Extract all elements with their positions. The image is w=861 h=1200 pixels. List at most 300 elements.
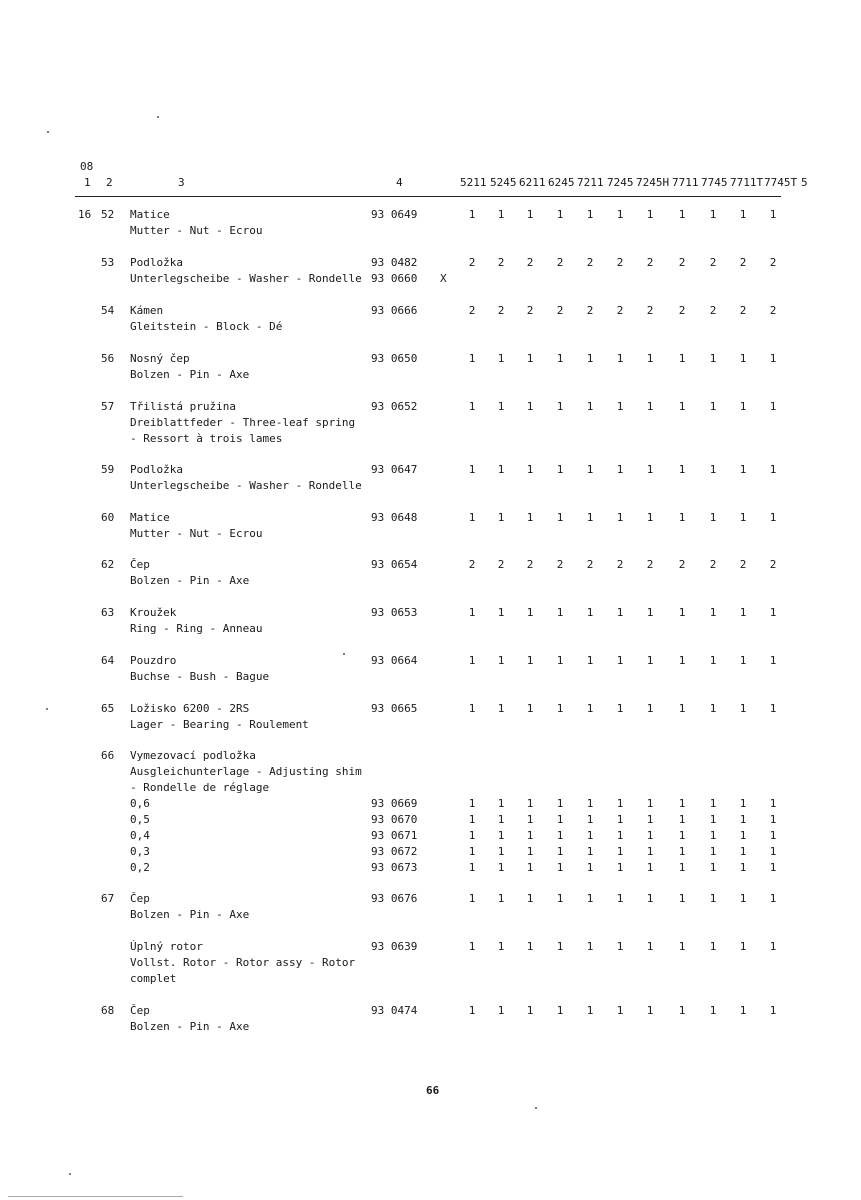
- scan-speck: [157, 116, 159, 118]
- quantity-cell: 2: [739, 304, 747, 317]
- quantity-cell: 1: [678, 845, 686, 858]
- quantity-cell: 1: [678, 1004, 686, 1017]
- quantity-cell: 1: [556, 400, 564, 413]
- quantity-cell: 1: [739, 813, 747, 826]
- quantity-cell: 1: [646, 511, 654, 524]
- part-name: Kroužek: [130, 606, 177, 619]
- quantity-cell: 1: [556, 208, 564, 221]
- quantity-cell: 1: [709, 352, 717, 365]
- quantity-cell: 1: [468, 702, 476, 715]
- part-number: 93 0665: [371, 702, 418, 715]
- quantity-cell: 1: [646, 940, 654, 953]
- quantity-cell: 1: [556, 511, 564, 524]
- quantity-cell: 1: [678, 606, 686, 619]
- scan-speck: [535, 1107, 537, 1109]
- quantity-cell: 2: [526, 558, 534, 571]
- part-description: Ausgleichunterlage - Adjusting shim: [130, 765, 362, 778]
- part-number: 93 0669: [371, 797, 418, 810]
- quantity-cell: 1: [739, 845, 747, 858]
- part-number: 93 0664: [371, 654, 418, 667]
- quantity-cell: 1: [526, 463, 534, 476]
- quantity-cell: 1: [709, 702, 717, 715]
- group-number: 16: [78, 208, 92, 221]
- quantity-cell: 1: [468, 1004, 476, 1017]
- quantity-cell: 1: [769, 813, 777, 826]
- part-number: 93 0676: [371, 892, 418, 905]
- quantity-cell: 2: [556, 304, 564, 317]
- model-header-7211: 7211: [577, 176, 604, 189]
- part-description: Ring - Ring - Anneau: [130, 622, 263, 635]
- part-description: Bolzen - Pin - Axe: [130, 368, 250, 381]
- quantity-cell: 1: [526, 829, 534, 842]
- quantity-cell: 1: [709, 1004, 717, 1017]
- quantity-cell: 1: [526, 1004, 534, 1017]
- model-header-6211: 6211: [519, 176, 546, 189]
- quantity-cell: 1: [468, 208, 476, 221]
- quantity-cell: 1: [646, 797, 654, 810]
- quantity-cell: 1: [769, 702, 777, 715]
- quantity-cell: 1: [586, 352, 594, 365]
- quantity-cell: 1: [646, 606, 654, 619]
- column-header-3: 3: [178, 176, 185, 189]
- quantity-cell: 2: [497, 304, 505, 317]
- quantity-cell: 2: [556, 256, 564, 269]
- quantity-cell: 2: [468, 256, 476, 269]
- part-name: Kámen: [130, 304, 164, 317]
- model-header-7245: 7245: [607, 176, 634, 189]
- part-description: Mutter - Nut - Ecrou: [130, 224, 263, 237]
- variant-size: 0,6: [130, 797, 150, 810]
- quantity-cell: 1: [556, 845, 564, 858]
- quantity-cell: 1: [586, 654, 594, 667]
- position-number: 68: [101, 1004, 115, 1017]
- quantity-cell: 1: [586, 400, 594, 413]
- quantity-cell: 1: [678, 208, 686, 221]
- quantity-cell: 2: [709, 304, 717, 317]
- model-header-5211: 5211: [460, 176, 487, 189]
- quantity-cell: 1: [526, 797, 534, 810]
- quantity-cell: 1: [468, 829, 476, 842]
- part-name: Úplný rotor: [130, 940, 203, 953]
- quantity-cell: 1: [678, 511, 686, 524]
- quantity-cell: 1: [497, 654, 505, 667]
- part-name: Čep: [130, 558, 150, 571]
- position-number: 63: [101, 606, 115, 619]
- quantity-cell: 1: [769, 940, 777, 953]
- part-number: 93 0672: [371, 845, 418, 858]
- quantity-cell: 1: [678, 463, 686, 476]
- quantity-cell: 2: [586, 256, 594, 269]
- scan-speck: [343, 653, 345, 655]
- quantity-cell: 1: [646, 813, 654, 826]
- quantity-cell: 1: [769, 511, 777, 524]
- quantity-cell: 1: [709, 813, 717, 826]
- quantity-cell: 1: [739, 702, 747, 715]
- part-description: - Rondelle de réglage: [130, 781, 270, 794]
- quantity-cell: 1: [526, 511, 534, 524]
- quantity-cell: 1: [586, 702, 594, 715]
- position-number: 65: [101, 702, 115, 715]
- part-description: complet: [130, 972, 177, 985]
- model-header-6245: 6245: [548, 176, 575, 189]
- quantity-cell: 1: [586, 845, 594, 858]
- quantity-cell: 1: [678, 797, 686, 810]
- position-number: 67: [101, 892, 115, 905]
- quantity-cell: 1: [468, 654, 476, 667]
- quantity-cell: 1: [739, 1004, 747, 1017]
- quantity-cell: 1: [646, 892, 654, 905]
- quantity-cell: 2: [678, 558, 686, 571]
- quantity-cell: 2: [709, 256, 717, 269]
- quantity-cell: 2: [739, 558, 747, 571]
- quantity-cell: 1: [616, 813, 624, 826]
- position-number: 59: [101, 463, 115, 476]
- variant-size: 0,3: [130, 845, 150, 858]
- part-name: Matice: [130, 208, 170, 221]
- quantity-cell: 1: [769, 208, 777, 221]
- position-number: 54: [101, 304, 115, 317]
- quantity-cell: 2: [526, 256, 534, 269]
- quantity-cell: 1: [616, 511, 624, 524]
- quantity-cell: 1: [497, 400, 505, 413]
- quantity-cell: 1: [468, 861, 476, 874]
- part-number: 93 0660: [371, 272, 418, 285]
- quantity-cell: 1: [646, 845, 654, 858]
- quantity-cell: 1: [497, 208, 505, 221]
- part-description: Gleitstein - Block - Dé: [130, 320, 283, 333]
- quantity-cell: 1: [468, 463, 476, 476]
- quantity-cell: 1: [586, 1004, 594, 1017]
- part-description: Unterlegscheibe - Washer - Rondelle: [130, 272, 362, 285]
- quantity-cell: 1: [769, 606, 777, 619]
- position-number: 66: [101, 749, 115, 762]
- quantity-cell: 1: [739, 861, 747, 874]
- column-header-5: 5: [801, 176, 808, 189]
- quantity-cell: 1: [586, 208, 594, 221]
- quantity-cell: 1: [739, 463, 747, 476]
- quantity-cell: 2: [769, 256, 777, 269]
- quantity-cell: 1: [556, 606, 564, 619]
- part-description: - Ressort à trois lames: [130, 432, 283, 445]
- quantity-cell: 1: [769, 861, 777, 874]
- quantity-cell: 1: [678, 654, 686, 667]
- quantity-cell: 2: [497, 558, 505, 571]
- quantity-cell: 1: [739, 606, 747, 619]
- quantity-cell: 1: [586, 797, 594, 810]
- quantity-cell: 1: [646, 400, 654, 413]
- quantity-cell: 1: [526, 892, 534, 905]
- quantity-cell: 1: [586, 861, 594, 874]
- quantity-cell: 1: [769, 1004, 777, 1017]
- variant-size: 0,4: [130, 829, 150, 842]
- quantity-cell: 1: [769, 845, 777, 858]
- quantity-cell: 1: [556, 829, 564, 842]
- part-description: Bolzen - Pin - Axe: [130, 1020, 250, 1033]
- quantity-cell: 1: [468, 511, 476, 524]
- quantity-cell: 1: [468, 400, 476, 413]
- quantity-cell: 1: [739, 892, 747, 905]
- model-header-7711: 7711: [672, 176, 699, 189]
- quantity-cell: 1: [678, 352, 686, 365]
- position-number: 64: [101, 654, 115, 667]
- column-header-1: 1: [84, 176, 91, 189]
- quantity-cell: 1: [739, 797, 747, 810]
- quantity-cell: 1: [616, 892, 624, 905]
- quantity-cell: 1: [526, 208, 534, 221]
- part-name: Podložka: [130, 256, 183, 269]
- quantity-cell: 1: [556, 813, 564, 826]
- part-number: 93 0647: [371, 463, 418, 476]
- quantity-cell: 1: [646, 352, 654, 365]
- quantity-cell: 1: [769, 400, 777, 413]
- scan-speck: [69, 1173, 71, 1175]
- quantity-cell: 1: [526, 940, 534, 953]
- quantity-cell: 2: [586, 304, 594, 317]
- quantity-cell: 1: [556, 702, 564, 715]
- quantity-cell: 2: [526, 304, 534, 317]
- quantity-cell: 2: [769, 558, 777, 571]
- position-number: 60: [101, 511, 115, 524]
- quantity-cell: 1: [616, 940, 624, 953]
- quantity-cell: 1: [616, 861, 624, 874]
- quantity-cell: 1: [526, 861, 534, 874]
- part-number: 93 0653: [371, 606, 418, 619]
- quantity-cell: 1: [586, 892, 594, 905]
- part-name: Třilistá pružina: [130, 400, 236, 413]
- quantity-cell: 1: [616, 829, 624, 842]
- quantity-cell: 1: [497, 845, 505, 858]
- position-number: 57: [101, 400, 115, 413]
- part-description: Bolzen - Pin - Axe: [130, 574, 250, 587]
- part-number: 93 0670: [371, 813, 418, 826]
- quantity-cell: 1: [769, 352, 777, 365]
- marker-x: X: [440, 272, 447, 285]
- part-number: 93 0482: [371, 256, 418, 269]
- quantity-cell: 1: [468, 813, 476, 826]
- part-number: 93 0650: [371, 352, 418, 365]
- quantity-cell: 1: [739, 208, 747, 221]
- part-description: Vollst. Rotor - Rotor assy - Rotor: [130, 956, 356, 969]
- position-number: 53: [101, 256, 115, 269]
- quantity-cell: 1: [586, 463, 594, 476]
- quantity-cell: 1: [646, 829, 654, 842]
- quantity-cell: 1: [709, 797, 717, 810]
- column-header-2: 2: [106, 176, 113, 189]
- model-header-5245: 5245: [490, 176, 517, 189]
- quantity-cell: 1: [497, 511, 505, 524]
- quantity-cell: 1: [616, 845, 624, 858]
- quantity-cell: 1: [586, 606, 594, 619]
- quantity-cell: 2: [468, 558, 476, 571]
- quantity-cell: 1: [586, 511, 594, 524]
- quantity-cell: 2: [616, 256, 624, 269]
- quantity-cell: 1: [526, 702, 534, 715]
- position-number: 52: [101, 208, 115, 221]
- quantity-cell: 2: [468, 304, 476, 317]
- quantity-cell: 1: [586, 940, 594, 953]
- quantity-cell: 1: [739, 352, 747, 365]
- quantity-cell: 1: [739, 511, 747, 524]
- part-number: 93 0666: [371, 304, 418, 317]
- quantity-cell: 1: [709, 463, 717, 476]
- variant-size: 0,5: [130, 813, 150, 826]
- quantity-cell: 2: [616, 558, 624, 571]
- quantity-cell: 1: [739, 940, 747, 953]
- footer-rule: [8, 1196, 183, 1197]
- quantity-cell: 1: [616, 208, 624, 221]
- quantity-cell: 1: [616, 400, 624, 413]
- quantity-cell: 1: [616, 606, 624, 619]
- quantity-cell: 1: [468, 352, 476, 365]
- quantity-cell: 1: [646, 861, 654, 874]
- quantity-cell: 1: [468, 845, 476, 858]
- quantity-cell: 1: [468, 892, 476, 905]
- quantity-cell: 1: [646, 208, 654, 221]
- quantity-cell: 1: [678, 940, 686, 953]
- model-header-7711t: 7711T: [730, 176, 764, 189]
- quantity-cell: 1: [646, 1004, 654, 1017]
- header-rule: [75, 196, 781, 197]
- quantity-cell: 1: [586, 829, 594, 842]
- part-description: Mutter - Nut - Ecrou: [130, 527, 263, 540]
- quantity-cell: 1: [709, 511, 717, 524]
- model-header-7245h: 7245H: [636, 176, 670, 189]
- part-name: Nosný čep: [130, 352, 190, 365]
- quantity-cell: 1: [709, 208, 717, 221]
- page-number: 66: [426, 1084, 440, 1097]
- part-number: 93 0474: [371, 1004, 418, 1017]
- scan-speck: [46, 708, 48, 710]
- part-number: 93 0654: [371, 558, 418, 571]
- quantity-cell: 1: [616, 654, 624, 667]
- quantity-cell: 1: [709, 845, 717, 858]
- column-header-4: 4: [396, 176, 403, 189]
- quantity-cell: 2: [678, 256, 686, 269]
- part-name: Ložisko 6200 - 2RS: [130, 702, 250, 715]
- part-name: Matice: [130, 511, 170, 524]
- position-number: 62: [101, 558, 115, 571]
- quantity-cell: 1: [556, 940, 564, 953]
- quantity-cell: 1: [616, 1004, 624, 1017]
- quantity-cell: 1: [497, 861, 505, 874]
- part-name: Čep: [130, 892, 150, 905]
- part-name: Vymezovací podložka: [130, 749, 256, 762]
- quantity-cell: 2: [739, 256, 747, 269]
- part-name: Čep: [130, 1004, 150, 1017]
- quantity-cell: 2: [586, 558, 594, 571]
- part-description: Dreiblattfeder - Three-leaf spring: [130, 416, 356, 429]
- quantity-cell: 1: [526, 352, 534, 365]
- quantity-cell: 2: [646, 256, 654, 269]
- quantity-cell: 1: [497, 940, 505, 953]
- quantity-cell: 1: [739, 654, 747, 667]
- quantity-cell: 2: [646, 558, 654, 571]
- quantity-cell: 1: [769, 797, 777, 810]
- quantity-cell: 1: [497, 797, 505, 810]
- part-number: 93 0648: [371, 511, 418, 524]
- part-number: 93 0649: [371, 208, 418, 221]
- quantity-cell: 1: [709, 654, 717, 667]
- quantity-cell: 1: [468, 797, 476, 810]
- quantity-cell: 2: [769, 304, 777, 317]
- quantity-cell: 1: [616, 352, 624, 365]
- quantity-cell: 1: [678, 892, 686, 905]
- quantity-cell: 1: [709, 400, 717, 413]
- quantity-cell: 1: [556, 654, 564, 667]
- quantity-cell: 1: [586, 813, 594, 826]
- part-description: Unterlegscheibe - Washer - Rondelle: [130, 479, 362, 492]
- quantity-cell: 2: [646, 304, 654, 317]
- quantity-cell: 1: [678, 702, 686, 715]
- quantity-cell: 1: [526, 845, 534, 858]
- quantity-cell: 1: [678, 813, 686, 826]
- part-description: Lager - Bearing - Roulement: [130, 718, 309, 731]
- part-number: 93 0639: [371, 940, 418, 953]
- quantity-cell: 1: [556, 892, 564, 905]
- quantity-cell: 1: [556, 463, 564, 476]
- quantity-cell: 1: [678, 861, 686, 874]
- quantity-cell: 1: [709, 892, 717, 905]
- quantity-cell: 2: [709, 558, 717, 571]
- part-name: Podložka: [130, 463, 183, 476]
- quantity-cell: 1: [468, 606, 476, 619]
- quantity-cell: 1: [709, 861, 717, 874]
- quantity-cell: 2: [678, 304, 686, 317]
- position-number: 56: [101, 352, 115, 365]
- quantity-cell: 1: [646, 702, 654, 715]
- quantity-cell: 1: [769, 463, 777, 476]
- quantity-cell: 1: [678, 400, 686, 413]
- scan-speck: [47, 131, 49, 133]
- quantity-cell: 1: [556, 352, 564, 365]
- quantity-cell: 1: [526, 654, 534, 667]
- quantity-cell: 1: [556, 797, 564, 810]
- quantity-cell: 1: [497, 352, 505, 365]
- quantity-cell: 1: [709, 940, 717, 953]
- quantity-cell: 1: [497, 702, 505, 715]
- quantity-cell: 1: [526, 606, 534, 619]
- quantity-cell: 1: [616, 702, 624, 715]
- quantity-cell: 1: [497, 1004, 505, 1017]
- part-description: Buchse - Bush - Bague: [130, 670, 270, 683]
- quantity-cell: 1: [769, 829, 777, 842]
- quantity-cell: 1: [769, 654, 777, 667]
- group-code: 08: [80, 160, 94, 173]
- quantity-cell: 1: [497, 813, 505, 826]
- quantity-cell: 1: [739, 829, 747, 842]
- quantity-cell: 1: [526, 400, 534, 413]
- quantity-cell: 1: [497, 829, 505, 842]
- quantity-cell: 1: [556, 861, 564, 874]
- quantity-cell: 2: [616, 304, 624, 317]
- quantity-cell: 1: [709, 829, 717, 842]
- quantity-cell: 1: [526, 813, 534, 826]
- quantity-cell: 1: [468, 940, 476, 953]
- part-number: 93 0673: [371, 861, 418, 874]
- quantity-cell: 1: [678, 829, 686, 842]
- quantity-cell: 1: [709, 606, 717, 619]
- part-description: Bolzen - Pin - Axe: [130, 908, 250, 921]
- quantity-cell: 1: [616, 463, 624, 476]
- quantity-cell: 1: [497, 892, 505, 905]
- quantity-cell: 1: [556, 1004, 564, 1017]
- part-name: Pouzdro: [130, 654, 177, 667]
- model-header-7745t: 7745T: [764, 176, 798, 189]
- quantity-cell: 1: [769, 892, 777, 905]
- part-number: 93 0652: [371, 400, 418, 413]
- quantity-cell: 2: [556, 558, 564, 571]
- quantity-cell: 1: [497, 606, 505, 619]
